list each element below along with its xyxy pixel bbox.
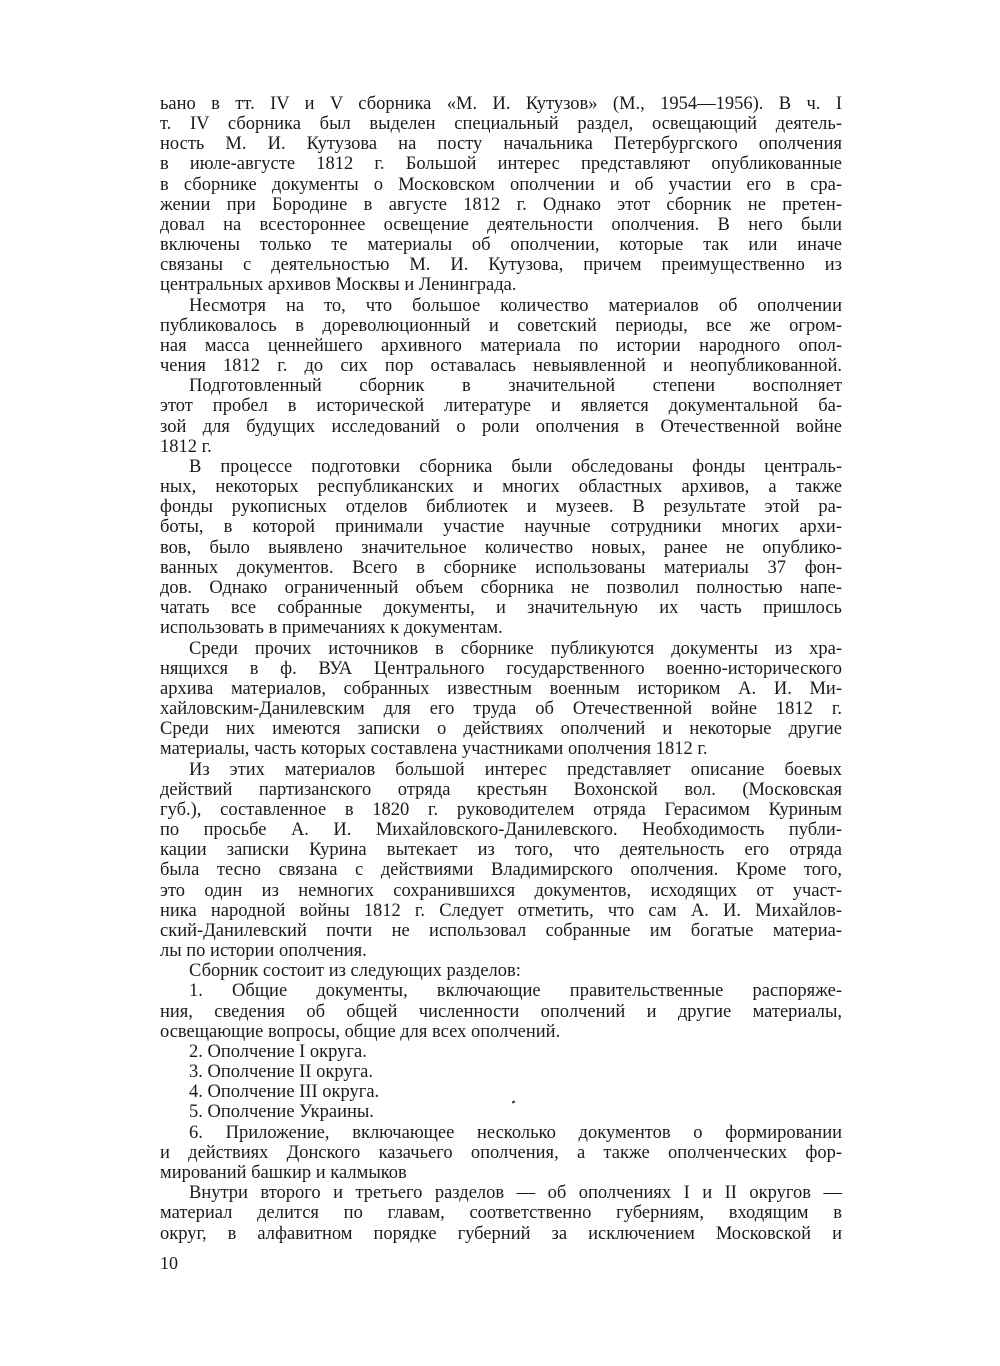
- text-line: использовать в примечаниях к документам.: [160, 618, 503, 638]
- list-item-4: 4. Ополчение III округа.: [189, 1082, 380, 1102]
- text-line: ьано в тт. IV и V сборника «М. И. Кутузов» (М., 1954—1956). В ч. I: [160, 94, 842, 114]
- text-line: архива материалов, собранных известным военным историком А. И. Ми-: [160, 679, 842, 699]
- text-line: округ, в алфавитном порядке губерний за исключением Московской и: [160, 1224, 842, 1244]
- text-line: в сборнике документы о Московском ополчении и об участии его в сра-: [160, 175, 842, 195]
- paragraph-start: Сборник состоит из следующих разделов:: [189, 961, 521, 981]
- text-line: это один из немногих сохранившихся документов, исходящих от участ-: [160, 881, 842, 901]
- page-number: 10: [160, 1253, 178, 1273]
- text-line: материалы, часть которых составлена участниками ополчения 1812 г.: [160, 739, 708, 759]
- text-line: ная масса ценнейшего архивного материала по истории народного опол-: [160, 336, 842, 356]
- text-line: фонды рукописных отделов библиотек и музеев. В результате этой ра-: [160, 497, 842, 517]
- text-line: действий партизанского отряда крестьян Вохонской вол. (Московская: [160, 780, 842, 800]
- text-line: хайловским-Данилевским для его труда об Отечественной войне 1812 г.: [160, 699, 842, 719]
- text-line: материал делится по главам, соответственно губерниям, входящим в: [160, 1203, 842, 1223]
- text-line: ника народной войны 1812 г. Следует отметить, что сам А. И. Михайлов-: [160, 901, 842, 921]
- paragraph-start: Из этих материалов большой интерес представляет описание боевых: [189, 760, 842, 780]
- text-line: вов, было выявлено значительное количество новых, ранее не опублико-: [160, 538, 842, 558]
- text-line: чения 1812 г. до сих пор оставалась невыявленной и неопубликованной.: [160, 356, 842, 376]
- text-line: и действиях Донского казачьего ополчения, а также ополченческих фор-: [160, 1143, 842, 1163]
- paragraph-start: Подготовленный сборник в значительной степени восполняет: [189, 376, 842, 396]
- text-line: включены только те материалы об ополчении, которые так или иначе: [160, 235, 842, 255]
- text-line: ский-Данилевский почти не использовал собранные им богатые материа-: [160, 921, 842, 941]
- paragraph-start: Внутри второго и третьего разделов — об ополчениях I и II округов —: [189, 1183, 842, 1203]
- list-item-2: 2. Ополчение I округа.: [189, 1042, 367, 1062]
- text-line: была тесно связана с действиями Владимирского ополчения. Кроме того,: [160, 860, 842, 880]
- text-line: освещающие вопросы, общие для всех ополчений.: [160, 1022, 561, 1042]
- text-line: 1812 г.: [160, 437, 212, 457]
- text-line: ность М. И. Кутузова на посту начальника Петербургского ополчения: [160, 134, 842, 154]
- paragraph-start: Среди прочих источников в сборнике публикуются документы из хра-: [189, 639, 842, 659]
- text-line: боты, в которой принимали участие научные сотрудники многих архи-: [160, 517, 842, 537]
- list-item-3: 3. Ополчение II округа.: [189, 1062, 374, 1082]
- text-line: по просьбе А. И. Михайловского-Данилевского. Необходимость публи-: [160, 820, 842, 840]
- text-line: мирований башкир и калмыков: [160, 1163, 407, 1183]
- list-item-5: 5. Ополчение Украины.: [189, 1102, 374, 1122]
- text-line: в июле-августе 1812 г. Большой интерес представляют опубликованные: [160, 154, 842, 174]
- text-line: жении при Бородине в августе 1812 г. Однако этот сборник не претен-: [160, 195, 842, 215]
- text-line: губ.), составленное в 1820 г. руководителем отряда Герасимом Куриным: [160, 800, 842, 820]
- text-line: лы по истории ополчения.: [160, 941, 367, 961]
- text-line: Среди них имеются записки о действиях ополчений и некоторые другие: [160, 719, 842, 739]
- text-line: зой для будущих исследований о роли ополчения в Отечественной войне: [160, 417, 842, 437]
- list-item-1: 1. Общие документы, включающие правительственные распоряже-: [189, 981, 842, 1001]
- paragraph-start: Несмотря на то, что большое количество материалов об ополчении: [189, 296, 842, 316]
- text-line: публиковалось в дореволюционный и советский периоды, все же огром-: [160, 316, 842, 336]
- text-line: центральных архивов Москвы и Ленинграда.: [160, 275, 517, 295]
- text-line: т. IV сборника был выделен специальный раздел, освещающий деятель-: [160, 114, 842, 134]
- text-line: ванных документов. Всего в сборнике использованы материалы 37 фон-: [160, 558, 842, 578]
- text-line: этот пробел в исторической литературе и является документальной ба-: [160, 396, 842, 416]
- paragraph-start: В процессе подготовки сборника были обследованы фонды централь-: [189, 457, 842, 477]
- text-line: довал на всестороннее освещение деятельности ополчения. В него были: [160, 215, 842, 235]
- text-line: чатать все собранные документы, и значительную их часть пришлось: [160, 598, 842, 618]
- text-line: кации записки Курина вытекает из того, что деятельность его отряда: [160, 840, 842, 860]
- text-line: ния, сведения об общей численности ополчений и другие материалы,: [160, 1002, 842, 1022]
- text-line: связаны с деятельностью М. И. Кутузова, причем преимущественно из: [160, 255, 842, 275]
- text-line: нящихся в ф. ВУА Центрального государственного военно-исторического: [160, 659, 842, 679]
- text-line: ных, некоторых республиканских и многих областных архивов, а также: [160, 477, 842, 497]
- list-item-6: 6. Приложение, включающее несколько документов о формировании: [189, 1123, 842, 1143]
- text-line: дов. Однако ограниченный объем сборника не позволил полностью напе-: [160, 578, 842, 598]
